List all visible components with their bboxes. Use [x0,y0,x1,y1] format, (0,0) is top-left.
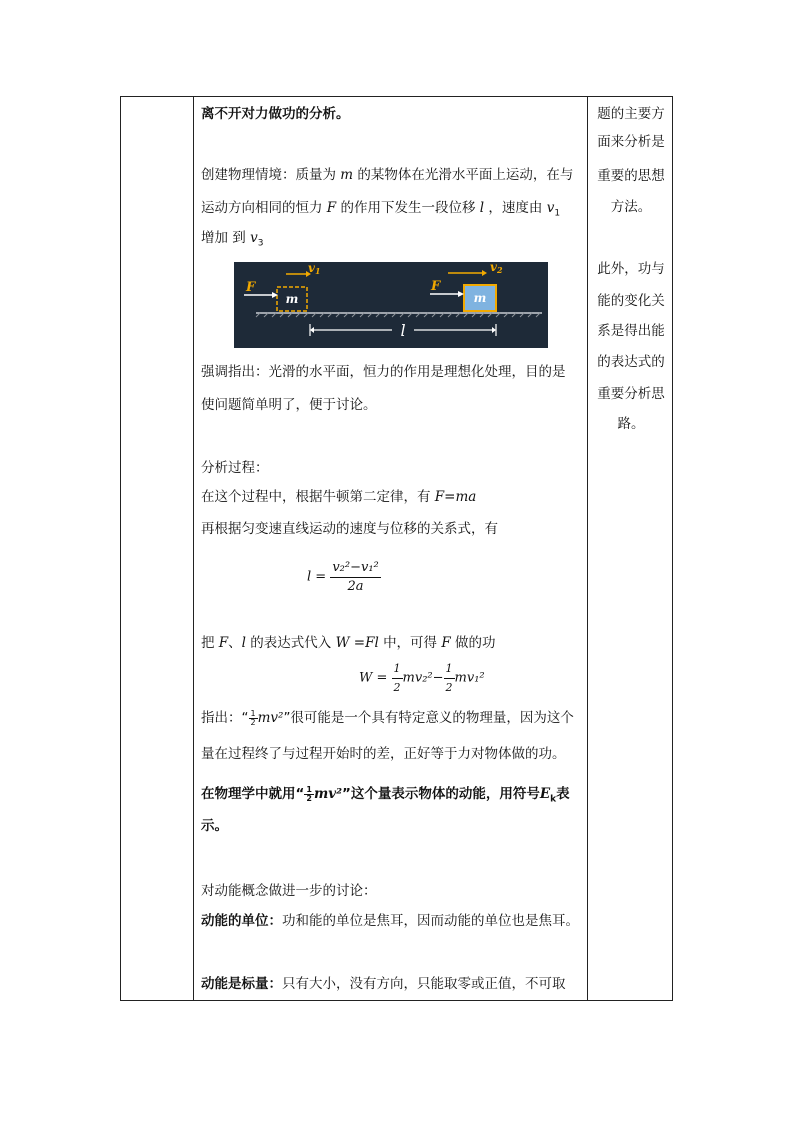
scalar-line [201,975,566,993]
work-equation [359,660,485,697]
newton-text: 在这个过程中，根据牛顿第二定律，有 [201,489,431,505]
velocity-symbol: v [250,230,258,246]
scenario-text: 增加 到 [201,230,246,246]
half-fraction [444,660,455,697]
force-symbol: F [218,635,229,651]
kinetic-expression: mv² [257,710,284,726]
kinetic-expression: mv² [313,786,342,802]
definition-text: ”这个量表示物体的动能，用符号 [342,786,540,802]
half-fraction: $\frac{1}{2}$ [306,784,312,803]
velocity-subscript: 3 [257,238,264,249]
fraction-denominator: 2 [392,678,403,697]
emphasis-line-1: 强调指出：光滑的水平面，恒力的作用是理想化处理，目的是 [201,364,566,380]
scenario-text: 创建物理情境：质量为 [201,167,336,183]
equation-fraction [330,559,380,596]
column-divider-left [193,97,194,1000]
velocity-subscript: 1 [554,208,561,219]
initial-force-label: F [246,280,256,295]
scenario-line-1 [201,166,573,184]
main-content-cell [201,97,595,1000]
substitute-text: 的表达式代入 [250,635,332,651]
note-line: 此外，功与 [597,261,665,277]
work-formula: W =Fl [335,635,379,651]
scalar-text: 只有大小，没有方向，只能取零或正值，不可取 [282,976,566,992]
scenario-text-cont: 的某物体在光滑水平面上运动，在与 [357,167,574,183]
scalar-label: 动能是标量： [201,976,282,992]
equation-numerator: v₂²−v₁² [332,560,379,575]
kinematics-line: 再根据匀变速直线运动的速度与位移的关系式，有 [201,521,498,537]
fraction-numerator: 1 [393,662,401,675]
initial-velocity-label: v1 [308,262,321,276]
initial-block-mass-label: m [285,292,299,306]
note-line: 系是得出能 [597,323,665,339]
mass-symbol: m [340,167,354,183]
final-force-label: F [431,279,441,294]
substitute-line [201,634,496,652]
fraction-numerator: 1 [445,662,453,675]
equation-term: mv₂²− [402,670,444,686]
scenario-text: ，速度由 [488,200,543,216]
displacement-symbol: l [241,635,246,651]
note-line: 的表达式的 [597,354,665,370]
scenario-line-3 [201,229,263,253]
unit-label: 动能的单位： [201,913,282,929]
note-line: 题的主要方 [597,106,665,122]
note-line: 方法。 [610,199,652,215]
kinetic-energy-symbol: E [539,786,551,802]
definition-line-2: 示。 [201,818,228,834]
intro-line: 离不开对力做功的分析。 [201,106,350,122]
equation-denominator: 2a [330,577,380,596]
kinetic-energy-subscript: k [550,794,557,805]
fraction-denominator: 2 [444,678,455,697]
final-velocity-label: v2 [490,262,503,275]
note-line: 面来分析是 [597,134,665,150]
scenario-text: 运动方向相同的恒力 [201,200,323,216]
newton-law-line [201,488,476,506]
equation-term: mv₁² [454,670,485,686]
separator: 、 [228,635,242,651]
half-fraction: $\frac{1}{2}$ [250,708,256,727]
unit-line [201,912,579,930]
scenario-text: 的作用下发生一段位移 [340,200,476,216]
lesson-table [120,96,673,1001]
definition-line-1 [201,785,570,809]
substitute-text: 把 [201,635,215,651]
force-symbol: F [441,635,451,651]
note-line: 能的变化关 [597,293,665,309]
emphasis-line-2: 使问题简单明了，便于讨论。 [201,397,377,413]
definition-text: 在物理学中就用“ [201,786,305,802]
note-line: 重要的思想 [597,168,665,184]
point-out-text: 指出：“ [201,710,249,726]
note-line: 路。 [617,416,645,432]
point-out-line-2: 量在过程终了与过程开始时的差，正好等于力对物体做的功。 [201,746,566,762]
analysis-heading: 分析过程： [201,460,269,476]
discussion-heading: 对动能概念做进一步的讨论： [201,883,377,899]
physics-diagram [234,262,548,348]
unit-text: 功和能的单位是焦耳，因而动能的单位也是焦耳。 [282,913,579,929]
displacement-label: l [400,321,406,340]
definition-text: 表 [556,786,570,802]
displacement-symbol: l [479,200,485,216]
note-line: 重要分析思 [597,386,665,402]
substitute-text: 中，可得 [383,635,438,651]
notes-cell [588,97,674,1000]
scenario-line-2 [201,199,560,223]
velocity-symbol: v [546,200,555,216]
point-out-text: ”很可能是一个具有特定意义的物理量，因为这个 [283,710,574,726]
newton-formula: F=ma [434,489,477,505]
half-fraction [392,660,403,697]
final-block-mass-label: m [473,291,487,305]
displacement-equation [307,559,381,596]
point-out-line-1 [201,709,574,727]
substitute-text: 做的功 [455,635,496,651]
equation-lhs: W = [359,670,388,686]
equation-lhs: l = [307,569,327,585]
force-symbol: F [326,200,337,216]
